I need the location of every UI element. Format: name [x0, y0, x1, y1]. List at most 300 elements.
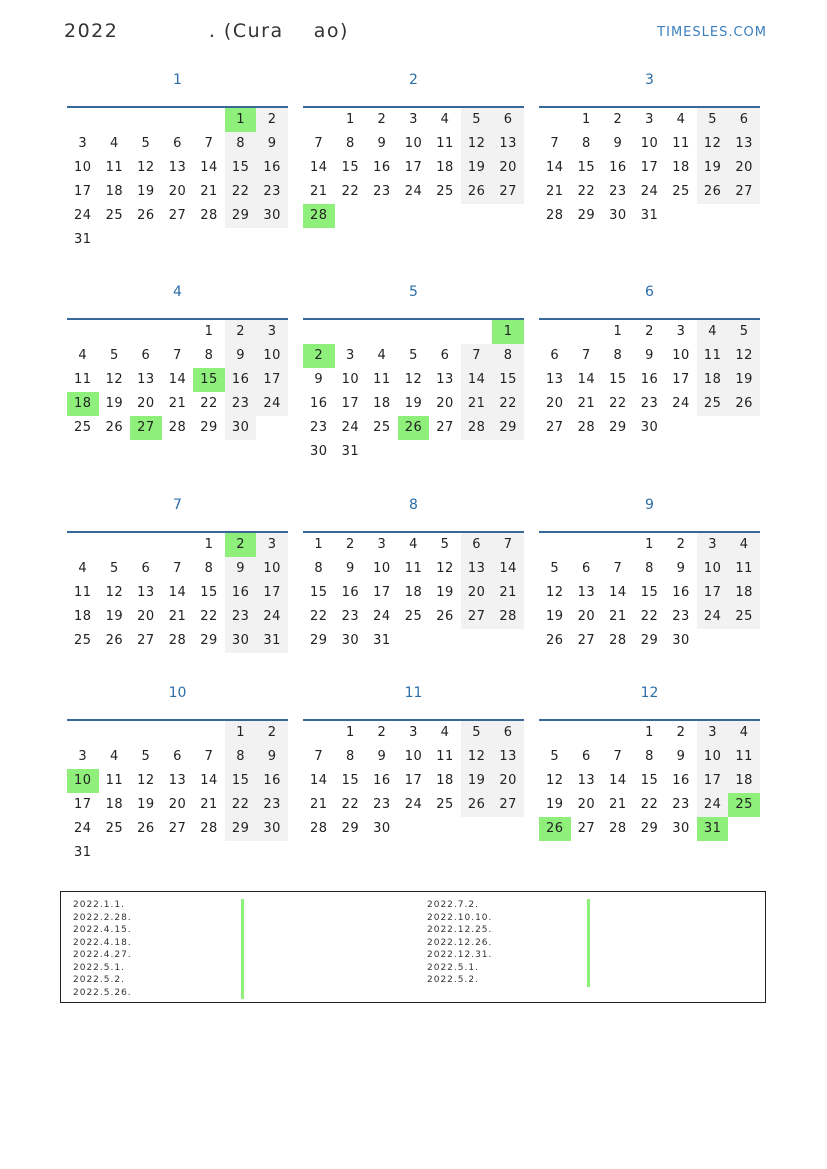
- day-cell[interactable]: 25: [436, 797, 454, 812]
- day-cell[interactable]: 4: [78, 348, 88, 363]
- day-cell[interactable]: 1: [581, 112, 591, 127]
- day-cell[interactable]: 19: [697, 156, 729, 180]
- day-cell[interactable]: 12: [728, 344, 760, 368]
- day-cell[interactable]: 17: [256, 581, 288, 605]
- day-cell[interactable]: 12: [546, 585, 564, 600]
- day-cell[interactable]: 9: [256, 132, 288, 156]
- day-cell[interactable]: 10: [697, 745, 729, 769]
- day-cell[interactable]: 9: [314, 372, 324, 387]
- day-cell[interactable]: 27: [130, 416, 162, 440]
- day-cell[interactable]: 3: [645, 112, 654, 127]
- day-cell[interactable]: 2: [676, 725, 686, 740]
- day-cell[interactable]: 4: [409, 537, 418, 552]
- day-cell[interactable]: 2: [645, 324, 654, 339]
- day-cell[interactable]: 10: [697, 557, 729, 581]
- day-cell[interactable]: 25: [373, 420, 391, 435]
- site-logo[interactable]: TIMESLES.COM: [657, 25, 767, 40]
- day-cell[interactable]: 11: [728, 745, 760, 769]
- day-cell[interactable]: 2: [377, 112, 387, 127]
- day-cell[interactable]: 4: [728, 721, 760, 745]
- day-cell[interactable]: 23: [310, 420, 328, 435]
- day-cell[interactable]: 22: [200, 396, 218, 411]
- day-cell[interactable]: 24: [256, 392, 288, 416]
- day-cell[interactable]: 9: [256, 745, 288, 769]
- day-cell[interactable]: 27: [577, 633, 596, 648]
- day-cell[interactable]: 13: [546, 372, 564, 387]
- day-cell[interactable]: 24: [74, 821, 92, 836]
- day-cell[interactable]: 1: [492, 320, 524, 344]
- day-cell[interactable]: 31: [640, 208, 659, 223]
- day-cell[interactable]: 27: [492, 180, 524, 204]
- day-cell[interactable]: 19: [461, 156, 493, 180]
- day-cell[interactable]: 11: [436, 749, 454, 764]
- day-cell[interactable]: 13: [577, 585, 596, 600]
- day-cell[interactable]: 18: [728, 769, 760, 793]
- day-cell[interactable]: 31: [341, 444, 360, 459]
- day-cell[interactable]: 6: [492, 108, 524, 132]
- day-cell[interactable]: 31: [697, 817, 729, 841]
- day-cell[interactable]: 17: [697, 769, 729, 793]
- day-cell[interactable]: 8: [492, 344, 524, 368]
- day-cell[interactable]: 6: [492, 721, 524, 745]
- day-cell[interactable]: 7: [173, 348, 182, 363]
- day-cell[interactable]: 20: [168, 184, 187, 199]
- day-cell[interactable]: 31: [373, 633, 391, 648]
- day-cell[interactable]: 13: [461, 557, 493, 581]
- day-cell[interactable]: 6: [728, 108, 760, 132]
- day-cell[interactable]: 9: [377, 136, 387, 151]
- day-cell[interactable]: 10: [672, 348, 690, 363]
- day-cell[interactable]: 3: [78, 749, 88, 764]
- day-cell[interactable]: 8: [314, 561, 324, 576]
- day-cell[interactable]: 23: [373, 797, 391, 812]
- day-cell[interactable]: 21: [609, 609, 627, 624]
- day-cell[interactable]: 20: [461, 581, 493, 605]
- day-cell[interactable]: 16: [640, 372, 659, 387]
- day-cell[interactable]: 4: [78, 561, 88, 576]
- day-cell[interactable]: 4: [440, 112, 450, 127]
- day-cell[interactable]: 5: [697, 108, 729, 132]
- day-cell[interactable]: 29: [310, 633, 328, 648]
- day-cell[interactable]: 19: [137, 797, 155, 812]
- day-cell[interactable]: 4: [697, 320, 729, 344]
- day-cell[interactable]: 6: [173, 749, 182, 764]
- day-cell[interactable]: 21: [546, 184, 564, 199]
- day-cell[interactable]: 28: [492, 605, 524, 629]
- day-cell[interactable]: 1: [225, 721, 257, 745]
- day-cell[interactable]: 4: [440, 725, 450, 740]
- day-cell[interactable]: 23: [672, 609, 690, 624]
- day-cell[interactable]: 16: [256, 769, 288, 793]
- day-cell[interactable]: 22: [609, 396, 627, 411]
- day-cell[interactable]: 10: [640, 136, 659, 151]
- day-cell[interactable]: 13: [436, 372, 454, 387]
- day-cell[interactable]: 6: [581, 561, 591, 576]
- day-cell[interactable]: 24: [697, 605, 729, 629]
- day-cell[interactable]: 26: [105, 633, 124, 648]
- day-cell[interactable]: 20: [436, 396, 454, 411]
- day-cell[interactable]: 30: [256, 204, 288, 228]
- day-cell[interactable]: 2: [303, 344, 335, 368]
- day-cell[interactable]: 16: [225, 581, 257, 605]
- day-cell[interactable]: 17: [256, 368, 288, 392]
- day-cell[interactable]: 22: [492, 392, 524, 416]
- day-cell[interactable]: 7: [613, 561, 623, 576]
- day-cell[interactable]: 25: [697, 392, 729, 416]
- day-cell[interactable]: 23: [256, 180, 288, 204]
- day-cell[interactable]: 27: [577, 821, 596, 836]
- day-cell[interactable]: 22: [225, 793, 257, 817]
- day-cell[interactable]: 30: [672, 821, 690, 836]
- day-cell[interactable]: 21: [310, 797, 328, 812]
- day-cell[interactable]: 12: [461, 132, 493, 156]
- day-cell[interactable]: 7: [314, 136, 324, 151]
- day-cell[interactable]: 18: [105, 184, 124, 199]
- day-cell[interactable]: 12: [546, 773, 564, 788]
- day-cell[interactable]: 28: [461, 416, 493, 440]
- day-cell[interactable]: 21: [168, 396, 187, 411]
- day-cell[interactable]: 12: [461, 745, 493, 769]
- day-cell[interactable]: 14: [310, 160, 328, 175]
- day-cell[interactable]: 22: [577, 184, 596, 199]
- day-cell[interactable]: 27: [728, 180, 760, 204]
- day-cell[interactable]: 1: [645, 537, 654, 552]
- day-cell[interactable]: 28: [310, 821, 328, 836]
- day-cell[interactable]: 23: [225, 392, 257, 416]
- day-cell[interactable]: 11: [404, 561, 423, 576]
- day-cell[interactable]: 8: [204, 348, 214, 363]
- day-cell[interactable]: 22: [310, 609, 328, 624]
- day-cell[interactable]: 25: [105, 208, 124, 223]
- day-cell[interactable]: 21: [200, 797, 218, 812]
- day-cell[interactable]: 17: [404, 160, 423, 175]
- day-cell[interactable]: 9: [225, 557, 257, 581]
- day-cell[interactable]: 30: [225, 416, 257, 440]
- day-cell[interactable]: 25: [105, 821, 124, 836]
- day-cell[interactable]: 14: [609, 773, 627, 788]
- day-cell[interactable]: 12: [105, 372, 124, 387]
- day-cell[interactable]: 24: [74, 208, 92, 223]
- day-cell[interactable]: 4: [109, 749, 119, 764]
- day-cell[interactable]: 23: [640, 396, 659, 411]
- day-cell[interactable]: 5: [461, 108, 493, 132]
- day-cell[interactable]: 6: [141, 561, 151, 576]
- day-cell[interactable]: 7: [492, 533, 524, 557]
- day-cell[interactable]: 28: [200, 821, 218, 836]
- day-cell[interactable]: 19: [105, 609, 124, 624]
- day-cell[interactable]: 29: [200, 420, 218, 435]
- day-cell[interactable]: 25: [672, 184, 690, 199]
- day-cell[interactable]: 26: [137, 821, 155, 836]
- day-cell[interactable]: 30: [672, 633, 690, 648]
- day-cell[interactable]: 19: [546, 609, 564, 624]
- day-cell[interactable]: 5: [141, 749, 151, 764]
- day-cell[interactable]: 7: [314, 749, 324, 764]
- day-cell[interactable]: 20: [168, 797, 187, 812]
- day-cell[interactable]: 6: [550, 348, 560, 363]
- day-cell[interactable]: 19: [728, 368, 760, 392]
- day-cell[interactable]: 18: [697, 368, 729, 392]
- day-cell[interactable]: 8: [225, 132, 257, 156]
- day-cell[interactable]: 30: [640, 420, 659, 435]
- day-cell[interactable]: 10: [404, 749, 423, 764]
- day-cell[interactable]: 1: [314, 537, 324, 552]
- day-cell[interactable]: 25: [74, 420, 92, 435]
- day-cell[interactable]: 29: [492, 416, 524, 440]
- day-cell[interactable]: 3: [78, 136, 88, 151]
- day-cell[interactable]: 27: [461, 605, 493, 629]
- day-cell[interactable]: 4: [109, 136, 119, 151]
- day-cell[interactable]: 25: [728, 793, 760, 817]
- day-cell[interactable]: 11: [74, 585, 92, 600]
- day-cell[interactable]: 16: [225, 368, 257, 392]
- day-cell[interactable]: 1: [204, 537, 214, 552]
- day-cell[interactable]: 21: [461, 392, 493, 416]
- day-cell[interactable]: 26: [546, 633, 564, 648]
- day-cell[interactable]: 6: [173, 136, 182, 151]
- day-cell[interactable]: 9: [676, 561, 686, 576]
- day-cell[interactable]: 15: [225, 769, 257, 793]
- day-cell[interactable]: 24: [404, 184, 423, 199]
- day-cell[interactable]: 19: [546, 797, 564, 812]
- day-cell[interactable]: 11: [105, 160, 124, 175]
- day-cell[interactable]: 2: [225, 533, 257, 557]
- day-cell[interactable]: 23: [373, 184, 391, 199]
- day-cell[interactable]: 13: [492, 745, 524, 769]
- day-cell[interactable]: 16: [341, 585, 360, 600]
- day-cell[interactable]: 15: [640, 585, 659, 600]
- day-cell[interactable]: 15: [310, 585, 328, 600]
- day-cell[interactable]: 30: [341, 633, 360, 648]
- day-cell[interactable]: 15: [341, 160, 360, 175]
- day-cell[interactable]: 15: [193, 368, 225, 392]
- day-cell[interactable]: 10: [74, 160, 92, 175]
- day-cell[interactable]: 13: [168, 160, 187, 175]
- day-cell[interactable]: 26: [461, 793, 493, 817]
- day-cell[interactable]: 13: [728, 132, 760, 156]
- day-cell[interactable]: 27: [436, 420, 454, 435]
- day-cell[interactable]: 17: [697, 581, 729, 605]
- day-cell[interactable]: 16: [373, 773, 391, 788]
- day-cell[interactable]: 24: [373, 609, 391, 624]
- day-cell[interactable]: 20: [546, 396, 564, 411]
- day-cell[interactable]: 15: [609, 372, 627, 387]
- day-cell[interactable]: 8: [613, 348, 623, 363]
- day-cell[interactable]: 15: [577, 160, 596, 175]
- day-cell[interactable]: 11: [697, 344, 729, 368]
- day-cell[interactable]: 28: [168, 633, 187, 648]
- day-cell[interactable]: 27: [168, 821, 187, 836]
- day-cell[interactable]: 7: [173, 561, 182, 576]
- day-cell[interactable]: 4: [377, 348, 387, 363]
- day-cell[interactable]: 3: [409, 112, 418, 127]
- day-cell[interactable]: 19: [404, 396, 423, 411]
- day-cell[interactable]: 23: [609, 184, 627, 199]
- day-cell[interactable]: 13: [137, 372, 155, 387]
- day-cell[interactable]: 18: [436, 160, 454, 175]
- day-cell[interactable]: 7: [204, 749, 214, 764]
- day-cell[interactable]: 18: [672, 160, 690, 175]
- day-cell[interactable]: 18: [105, 797, 124, 812]
- day-cell[interactable]: 10: [67, 769, 99, 793]
- day-cell[interactable]: 5: [109, 348, 119, 363]
- day-cell[interactable]: 9: [377, 749, 387, 764]
- day-cell[interactable]: 23: [672, 797, 690, 812]
- day-cell[interactable]: 11: [105, 773, 124, 788]
- day-cell[interactable]: 9: [676, 749, 686, 764]
- day-cell[interactable]: 13: [492, 132, 524, 156]
- day-cell[interactable]: 17: [74, 184, 92, 199]
- day-cell[interactable]: 29: [341, 821, 360, 836]
- day-cell[interactable]: 1: [204, 324, 214, 339]
- day-cell[interactable]: 14: [577, 372, 596, 387]
- day-cell[interactable]: 10: [341, 372, 360, 387]
- day-cell[interactable]: 6: [461, 533, 493, 557]
- day-cell[interactable]: 17: [640, 160, 659, 175]
- day-cell[interactable]: 7: [550, 136, 560, 151]
- day-cell[interactable]: 5: [440, 537, 450, 552]
- day-cell[interactable]: 3: [345, 348, 355, 363]
- day-cell[interactable]: 28: [168, 420, 187, 435]
- day-cell[interactable]: 2: [256, 108, 288, 132]
- day-cell[interactable]: 1: [345, 112, 355, 127]
- day-cell[interactable]: 14: [310, 773, 328, 788]
- day-cell[interactable]: 24: [256, 605, 288, 629]
- day-cell[interactable]: 7: [613, 749, 623, 764]
- day-cell[interactable]: 15: [492, 368, 524, 392]
- day-cell[interactable]: 11: [436, 136, 454, 151]
- day-cell[interactable]: 9: [613, 136, 623, 151]
- day-cell[interactable]: 19: [461, 769, 493, 793]
- day-cell[interactable]: 5: [461, 721, 493, 745]
- day-cell[interactable]: 29: [640, 633, 659, 648]
- day-cell[interactable]: 20: [137, 609, 155, 624]
- day-cell[interactable]: 23: [256, 793, 288, 817]
- day-cell[interactable]: 1: [645, 725, 654, 740]
- day-cell[interactable]: 9: [345, 561, 355, 576]
- day-cell[interactable]: 13: [577, 773, 596, 788]
- day-cell[interactable]: 24: [697, 793, 729, 817]
- day-cell[interactable]: 24: [672, 396, 690, 411]
- day-cell[interactable]: 16: [672, 773, 690, 788]
- day-cell[interactable]: 29: [640, 821, 659, 836]
- day-cell[interactable]: 10: [404, 136, 423, 151]
- day-cell[interactable]: 14: [168, 585, 187, 600]
- day-cell[interactable]: 9: [225, 344, 257, 368]
- day-cell[interactable]: 26: [137, 208, 155, 223]
- day-cell[interactable]: 5: [141, 136, 151, 151]
- day-cell[interactable]: 28: [200, 208, 218, 223]
- day-cell[interactable]: 23: [225, 605, 257, 629]
- day-cell[interactable]: 21: [492, 581, 524, 605]
- day-cell[interactable]: 20: [137, 396, 155, 411]
- day-cell[interactable]: 25: [74, 633, 92, 648]
- day-cell[interactable]: 1: [345, 725, 355, 740]
- day-cell[interactable]: 31: [256, 629, 288, 653]
- day-cell[interactable]: 10: [256, 557, 288, 581]
- day-cell[interactable]: 30: [225, 629, 257, 653]
- day-cell[interactable]: 8: [345, 136, 355, 151]
- day-cell[interactable]: 1: [225, 108, 257, 132]
- day-cell[interactable]: 26: [539, 817, 571, 841]
- day-cell[interactable]: 12: [137, 773, 155, 788]
- day-cell[interactable]: 20: [492, 156, 524, 180]
- day-cell[interactable]: 2: [225, 320, 257, 344]
- day-cell[interactable]: 26: [105, 420, 124, 435]
- day-cell[interactable]: 28: [609, 821, 627, 836]
- day-cell[interactable]: 11: [373, 372, 391, 387]
- day-cell[interactable]: 27: [168, 208, 187, 223]
- day-cell[interactable]: 17: [404, 773, 423, 788]
- day-cell[interactable]: 16: [310, 396, 328, 411]
- day-cell[interactable]: 24: [404, 797, 423, 812]
- day-cell[interactable]: 18: [436, 773, 454, 788]
- day-cell[interactable]: 22: [341, 184, 360, 199]
- day-cell[interactable]: 31: [74, 232, 92, 247]
- day-cell[interactable]: 30: [609, 208, 627, 223]
- day-cell[interactable]: 8: [204, 561, 214, 576]
- day-cell[interactable]: 8: [225, 745, 257, 769]
- day-cell[interactable]: 25: [728, 605, 760, 629]
- day-cell[interactable]: 29: [200, 633, 218, 648]
- day-cell[interactable]: 2: [676, 537, 686, 552]
- day-cell[interactable]: 18: [373, 396, 391, 411]
- day-cell[interactable]: 6: [141, 348, 151, 363]
- day-cell[interactable]: 21: [310, 184, 328, 199]
- day-cell[interactable]: 27: [492, 793, 524, 817]
- day-cell[interactable]: 10: [373, 561, 391, 576]
- day-cell[interactable]: 2: [613, 112, 623, 127]
- day-cell[interactable]: 21: [577, 396, 596, 411]
- day-cell[interactable]: 12: [697, 132, 729, 156]
- day-cell[interactable]: 14: [492, 557, 524, 581]
- day-cell[interactable]: 13: [137, 585, 155, 600]
- day-cell[interactable]: 3: [409, 725, 418, 740]
- day-cell[interactable]: 26: [398, 416, 430, 440]
- day-cell[interactable]: 17: [341, 396, 360, 411]
- day-cell[interactable]: 20: [728, 156, 760, 180]
- day-cell[interactable]: 19: [105, 396, 124, 411]
- day-cell[interactable]: 29: [577, 208, 596, 223]
- day-cell[interactable]: 11: [728, 557, 760, 581]
- day-cell[interactable]: 18: [404, 585, 423, 600]
- day-cell[interactable]: 11: [672, 136, 690, 151]
- day-cell[interactable]: 22: [640, 609, 659, 624]
- day-cell[interactable]: 28: [609, 633, 627, 648]
- day-cell[interactable]: 30: [373, 821, 391, 836]
- day-cell[interactable]: 19: [436, 585, 454, 600]
- day-cell[interactable]: 15: [225, 156, 257, 180]
- day-cell[interactable]: 12: [436, 561, 454, 576]
- day-cell[interactable]: 8: [645, 749, 654, 764]
- day-cell[interactable]: 8: [645, 561, 654, 576]
- day-cell[interactable]: 27: [137, 633, 155, 648]
- day-cell[interactable]: 14: [609, 585, 627, 600]
- day-cell[interactable]: 26: [697, 180, 729, 204]
- day-cell[interactable]: 14: [546, 160, 564, 175]
- day-cell[interactable]: 28: [577, 420, 596, 435]
- day-cell[interactable]: 25: [404, 609, 423, 624]
- day-cell[interactable]: 18: [728, 581, 760, 605]
- day-cell[interactable]: 21: [200, 184, 218, 199]
- day-cell[interactable]: 17: [672, 372, 690, 387]
- day-cell[interactable]: 11: [74, 372, 92, 387]
- day-cell[interactable]: 3: [256, 320, 288, 344]
- day-cell[interactable]: 14: [200, 773, 218, 788]
- day-cell[interactable]: 22: [225, 180, 257, 204]
- day-cell[interactable]: 14: [168, 372, 187, 387]
- day-cell[interactable]: 20: [577, 609, 596, 624]
